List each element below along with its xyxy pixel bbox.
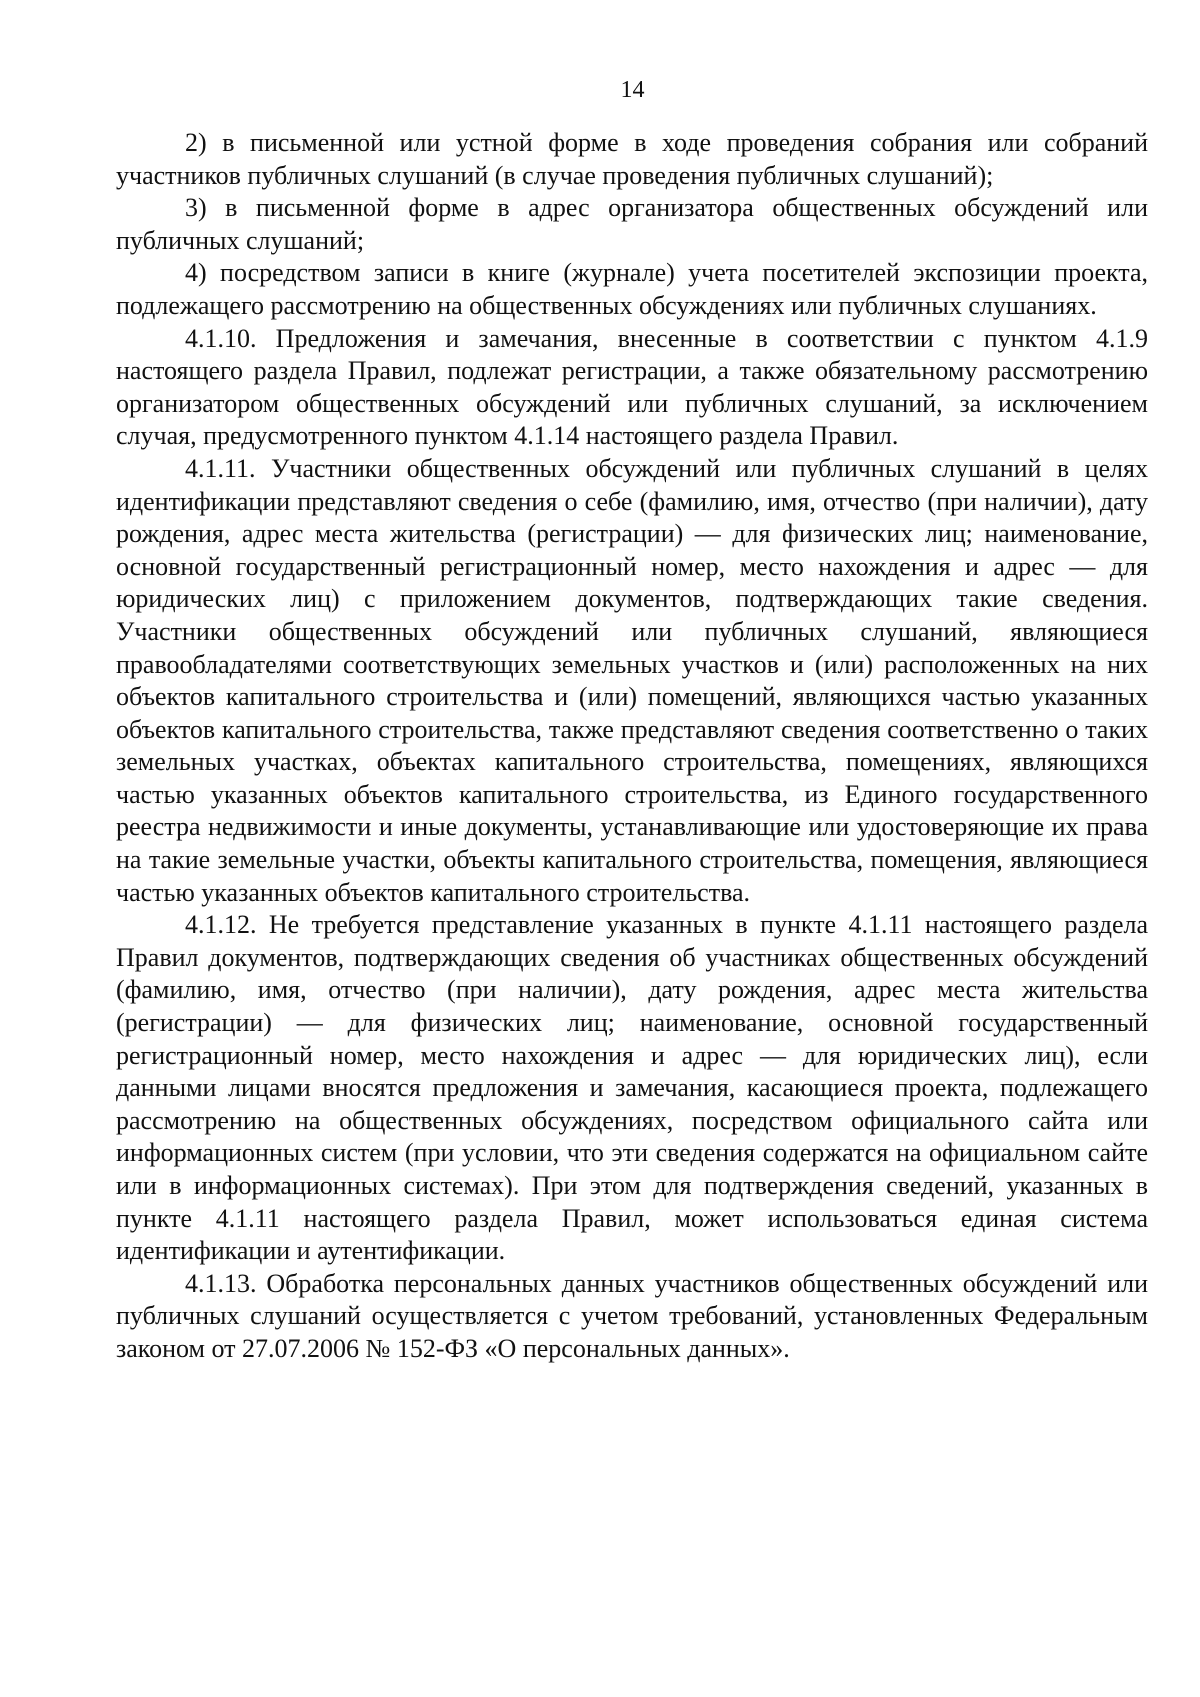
paragraph-4-1-11: 4.1.11. Участники общественных обсуждений или публичных слушаний в целях идентификации представляют сведения о себе (фамилию, имя, отчество (при наличии), дату рождения, адрес места жительства (регистрации) — для физических лиц; наименование, основной государственный регистрационный номер, место нахождения и адрес — для юридических лиц) с приложением документов, подтверждающих такие сведения. Участники общественных обсуждений или публичных слушаний, являющиеся правообладателями соответствующих земельных участков и (или) расположенных на них объектов капитального строительства и (или) помещений, являющихся частью указанных объектов капитального строительства, также представляют сведения соответственно о таких земельных участках, объектах капитального строительства, помещениях, являющихся частью указанных объектов капитального строительства, из Единого государственного реестра недвижимости и иные документы, устанавливающие или удостоверяющие их права на такие земельные участки, объекты капитального строительства, помещения, являющиеся частью указанных объектов капитального строительства. [116,453,1148,907]
paragraph-item-4: 4) посредством записи в книге (журнале) учета посетителей экспозиции проекта, подлежащего рассмотрению на общественных обсуждениях или публичных слушаниях. [116,258,1148,320]
paragraph-item-3: 3) в письменной форме в адрес организатора общественных обсуждений или публичных слушаний; [116,193,1148,255]
paragraph-4-1-12: 4.1.12. Не требуется представление указанных в пункте 4.1.11 настоящего раздела Правил документов, подтверждающих сведения об участниках общественных обсуждений (фамилию, имя, отчество (при наличии), дату рождения, адрес места жительства (регистрации) — для физических лиц; наименование, основной государственный регистрационный номер, место нахождения и адрес — для юридических лиц), если данными лицами вносятся предложения и замечания, касающиеся проекта, подлежащего рассмотрению на общественных обсуждениях, посредством официального сайта или информационных систем (при условии, что эти сведения содержатся на официальном сайте или в информационных системах). При этом для подтверждения сведений, указанных в пункте 4.1.11 настоящего раздела Правил, может использоваться единая система идентификации и аутентификации. [116,910,1148,1266]
page-number: 14 [620,77,645,103]
paragraph-4-1-10: 4.1.10. Предложения и замечания, внесенные в соответствии с пунктом 4.1.9 настоящего раздела Правил, подлежат регистрации, а также обязательному рассмотрению организатором общественных обсуждений или публичных слушаний, за исключением случая, предусмотренного пунктом 4.1.14 настоящего раздела Правил. [116,323,1148,451]
paragraph-4-1-13: 4.1.13. Обработка персональных данных участников общественных обсуждений или публичных слушаний осуществляется с учетом требований, установленных Федеральным законом от 27.07.2006 № 152-ФЗ «О персональных данных». [116,1268,1148,1363]
document-body [116,127,1148,1366]
paragraph-item-2: 2) в письменной или устной форме в ходе проведения собрания или собраний участников публичных слушаний (в случае проведения публичных слушаний); [116,128,1148,190]
